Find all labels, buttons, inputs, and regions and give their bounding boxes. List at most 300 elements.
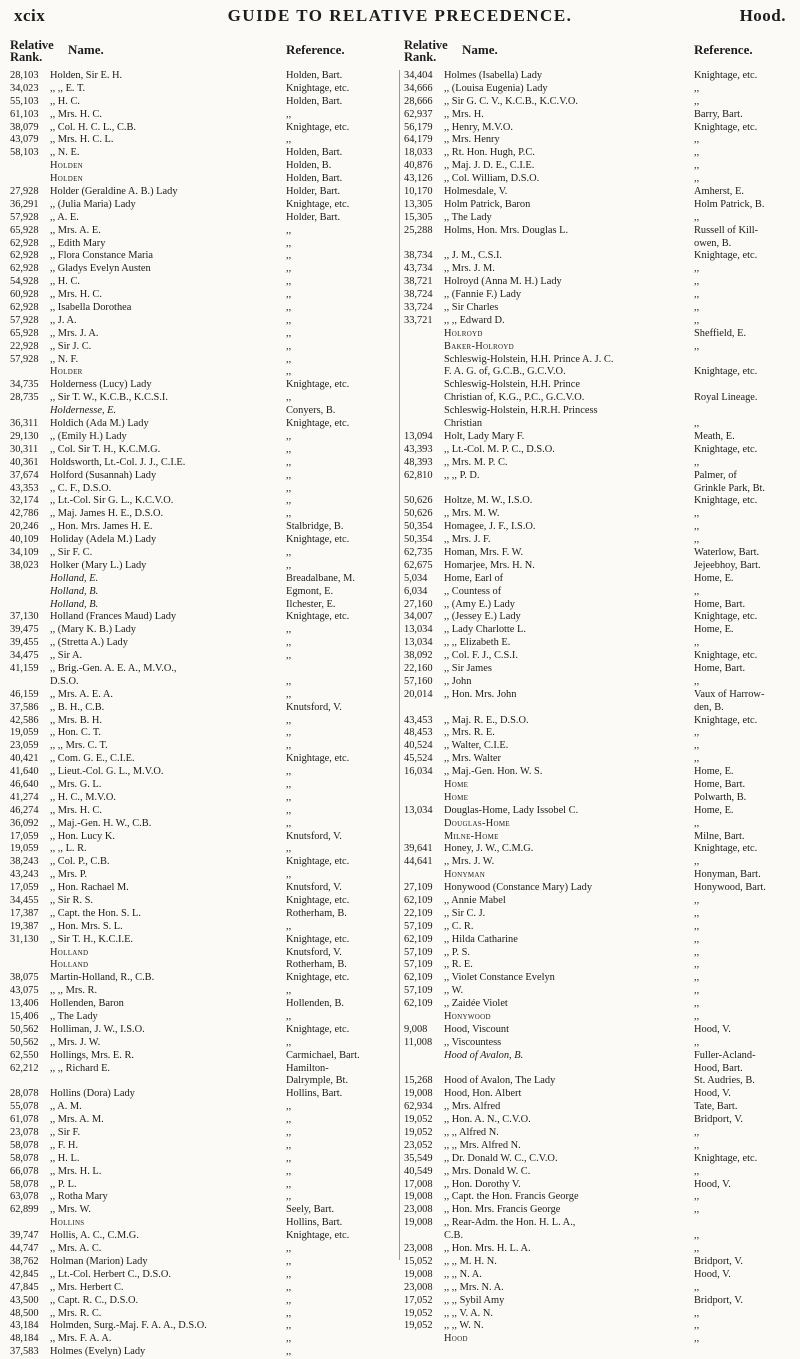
entry-rank: 62,928 (10, 263, 39, 275)
entry-reference: ,, (286, 392, 292, 404)
entry-name: Schleswig-Holstein, H.R.H. Princess (444, 405, 598, 417)
entry-reference: ,, (286, 766, 292, 778)
entry-reference: Knutsford, V. (286, 830, 342, 842)
entry-reference: Hollins, Bart. (286, 1217, 343, 1229)
entry-row (404, 199, 792, 212)
entry-row (404, 83, 792, 96)
entry-row (404, 1140, 792, 1153)
entry-reference: ,, (286, 985, 292, 997)
entry-rank: 40,109 (10, 534, 39, 546)
entry-row (10, 753, 394, 766)
entry-row (10, 831, 394, 844)
entry-reference: ,, (694, 933, 700, 945)
entry-rank: 33,724 (404, 302, 433, 314)
entry-row (10, 1191, 394, 1204)
entry-rank: 50,354 (404, 521, 433, 533)
entry-name: ,, H. C. (50, 95, 81, 107)
entry-name: ,, Viscountess (444, 1036, 502, 1048)
entry-reference: ,, (694, 740, 700, 752)
entry-reference: Knightage, etc. (694, 366, 758, 378)
entry-name: Schleswig-Holstein, H.H. Prince A. J. C. (444, 353, 614, 365)
entry-row (10, 766, 394, 779)
entry-row (404, 495, 792, 508)
entry-reference: Hamilton- (286, 1062, 329, 1074)
entry-name: ,, (Julia Maria) Lady (50, 198, 136, 210)
entry-reference: Knightage, etc. (694, 650, 758, 662)
entry-name: ,, R. E. (444, 959, 473, 971)
entry-name: Hood, Hon. Albert (444, 1088, 522, 1100)
entry-reference: ,, (286, 727, 292, 739)
entry-name: ,, Mrs. Walter (444, 753, 501, 765)
entry-rank: 19,008 (404, 1217, 433, 1229)
entry-row (404, 1256, 792, 1269)
entry-reference: Dalrymple, Bt. (286, 1075, 349, 1087)
entry-rank: 25,288 (404, 224, 433, 236)
entry-reference: Bridport, V. (694, 1114, 743, 1126)
entry-reference: Knightage, etc. (694, 495, 758, 507)
entry-row (404, 1075, 792, 1088)
entry-reference: Knutsford, V. (286, 701, 342, 713)
entry-row (404, 457, 792, 470)
entry-name: ,, Col. P., C.B. (50, 856, 110, 868)
entry-reference: ,, (286, 1346, 292, 1358)
entry-name: ,, Mrs. M. W. (444, 508, 500, 520)
entry-row (404, 1101, 792, 1114)
entry-row (10, 650, 394, 663)
entry-row (10, 779, 394, 792)
entry-reference: ,, (694, 675, 700, 687)
entry-row (10, 843, 394, 856)
entry-row (10, 1011, 394, 1024)
entry-reference: Knightage, etc. (286, 933, 350, 945)
entry-name: Holliman, J. W., I.S.O. (50, 1023, 145, 1035)
entry-row (404, 624, 792, 637)
entry-name: ,, Capt. the Hon. S. L. (50, 907, 141, 919)
entry-row (10, 1101, 394, 1114)
entry-reference: ,, (286, 366, 292, 378)
entry-reference: Home, E. (694, 766, 734, 778)
entry-rank: 62,212 (10, 1062, 39, 1074)
entry-row (404, 431, 792, 444)
entry-name: ,, Maj. James H. E., D.S.O. (50, 508, 164, 520)
entry-rank: 60,928 (10, 289, 39, 301)
entry-reference: Holden, Bart. (286, 95, 343, 107)
entry-name: Holms, Hon. Mrs. Douglas L. (444, 224, 569, 236)
entry-row (10, 405, 394, 418)
entry-rank: 48,500 (10, 1307, 39, 1319)
entry-name: ,, Lieut.-Col. G. L., M.V.O. (50, 766, 164, 778)
entry-reference: Holder, Bart. (286, 186, 341, 198)
entry-rank: 23,008 (404, 1281, 433, 1293)
entry-rank: 40,421 (10, 753, 39, 765)
entry-rank: 40,361 (10, 456, 39, 468)
entry-name: Holman (Marion) Lady (50, 1255, 148, 1267)
entry-reference: Knightage, etc. (286, 611, 350, 623)
entry-name: ,, (Mary K. B.) Lady (50, 624, 136, 636)
entry-row (404, 147, 792, 160)
entry-rank: 65,928 (10, 327, 39, 339)
entry-reference: Milne, Bart. (694, 830, 745, 842)
entry-row (10, 882, 394, 895)
entry-reference: Barry, Bart. (694, 108, 743, 120)
entry-name: ,, Mrs. J. A. (50, 327, 99, 339)
entry-reference: ,, (286, 688, 292, 700)
entry-name: ,, F. H. (50, 1139, 79, 1151)
entry-reference: ,, (286, 495, 292, 507)
entry-reference: Home, E. (694, 572, 734, 584)
entry-row (10, 341, 394, 354)
entry-row (10, 1217, 394, 1230)
entry-row (10, 495, 394, 508)
entry-reference: ,, (286, 1255, 292, 1267)
entry-rank: 62,109 (404, 972, 433, 984)
entry-rank: 19,052 (404, 1320, 433, 1332)
entry-name: ,, W. (444, 985, 464, 997)
entry-reference: ,, (694, 160, 700, 172)
entry-reference: ,, (694, 585, 700, 597)
entry-row (10, 702, 394, 715)
entry-rank: 43,075 (10, 985, 39, 997)
entry-reference: Hood, V. (694, 1088, 731, 1100)
entry-reference: ,, (694, 920, 700, 932)
entry-reference: ,, (286, 1281, 292, 1293)
entry-rank: 36,092 (10, 817, 39, 829)
entry-rank: 29,130 (10, 430, 39, 442)
entry-reference: ,, (694, 508, 700, 520)
entry-row (10, 921, 394, 934)
entry-name: ,, A. E. (50, 211, 79, 223)
entry-rank: 35,549 (404, 1152, 433, 1164)
entry-row (10, 263, 394, 276)
entry-name: Holden (50, 173, 84, 185)
entry-row (10, 199, 394, 212)
entry-reference: ,, (694, 998, 700, 1010)
entry-rank: 19,052 (404, 1307, 433, 1319)
entry-rank: 33,721 (404, 314, 433, 326)
entry-reference: ,, (694, 211, 700, 223)
entry-name: ,, Sir C. J. (444, 907, 486, 919)
entry-reference: ,, (286, 714, 292, 726)
entry-name: ,, ,, Richard E. (50, 1062, 111, 1074)
entry-rank: 36,311 (10, 418, 39, 430)
entry-row (404, 418, 792, 431)
entry-row (404, 1153, 792, 1166)
entry-rank: 19,387 (10, 920, 39, 932)
entry-row (404, 289, 792, 302)
entry-rank: 43,353 (10, 482, 39, 494)
entry-rank: 22,160 (404, 662, 433, 674)
entry-rank: 38,724 (404, 289, 433, 301)
entry-rank: 19,052 (404, 1127, 433, 1139)
entry-rank: 43,734 (404, 263, 433, 275)
entry-row (404, 985, 792, 998)
entry-reference: Knightage, etc. (694, 70, 758, 81)
entry-reference: ,, (286, 353, 292, 365)
entry-row (404, 547, 792, 560)
entry-row (404, 1179, 792, 1192)
entry-row (10, 1179, 394, 1192)
entry-reference: Bridport, V. (694, 1255, 743, 1267)
reference-header: Reference. (286, 42, 345, 57)
entry-row (404, 96, 792, 109)
entry-row (10, 934, 394, 947)
entry-rank: 61,103 (10, 108, 39, 120)
entry-row (404, 1204, 792, 1217)
entry-row (10, 109, 394, 122)
entry-reference: Knightage, etc. (286, 856, 350, 868)
entry-reference: Honyman, Bart. (694, 869, 761, 881)
entry-row (404, 637, 792, 650)
entry-name: ,, Hon. Mrs. Francis George (444, 1204, 561, 1216)
entry-name: ,, Lt.-Col. Herbert C., D.S.O. (50, 1268, 171, 1280)
entry-name: ,, N. F. (50, 353, 79, 365)
entry-rank: 15,268 (404, 1075, 433, 1087)
entry-row (404, 341, 792, 354)
entry-name: ,, Mrs. H. L. (50, 1165, 102, 1177)
entry-name: ,, H. L. (50, 1152, 80, 1164)
entry-row (10, 379, 394, 392)
entry-row (10, 560, 394, 573)
entry-reference: Knightage, etc. (286, 753, 350, 765)
entry-row (10, 122, 394, 135)
entry-rank: 40,524 (404, 740, 433, 752)
entry-name: Hollenden, Baron (50, 998, 124, 1010)
entry-reference: Knightage, etc. (694, 611, 758, 623)
entry-reference: ,, (286, 624, 292, 636)
entry-reference: ,, (286, 250, 292, 262)
entry-row (404, 818, 792, 831)
entry-name: ,, Lady Charlotte L. (444, 624, 526, 636)
entry-rank: 39,747 (10, 1230, 39, 1242)
entry-reference: ,, (286, 302, 292, 314)
entry-reference: Hood, V. (694, 1023, 731, 1035)
entry-rank: 13,406 (10, 998, 39, 1010)
entry-name: ,, Col. Sir T. H., K.C.M.G. (50, 443, 161, 455)
entry-name: ,, N. E. (50, 147, 80, 159)
entry-reference: ,, (286, 1243, 292, 1255)
entry-reference: ,, (694, 1281, 700, 1293)
entry-row (404, 276, 792, 289)
entry-reference: ,, (694, 1011, 700, 1023)
entry-rank: 34,455 (10, 895, 39, 906)
entry-rank: 43,393 (404, 443, 433, 455)
entry-name: ,, Mrs. J. W. (50, 1036, 101, 1048)
entry-reference: Home, E. (694, 624, 734, 636)
entry-row (404, 1217, 792, 1230)
entry-row (404, 753, 792, 766)
entry-reference: ,, (694, 456, 700, 468)
reference-header: Reference. (694, 42, 753, 57)
entry-name: Holt, Lady Mary F. (444, 430, 525, 442)
entry-row (10, 1256, 394, 1269)
entry-reference: ,, (694, 946, 700, 958)
entry-name: ,, Sir T. H., K.C.I.E. (50, 933, 134, 945)
entry-rank: 39,455 (10, 637, 39, 649)
entry-rank: 56,179 (404, 121, 433, 133)
entry-rank: 38,734 (404, 250, 433, 262)
entry-rank: 28,735 (10, 392, 39, 404)
entry-name: ,, Mrs. R. C. (50, 1307, 102, 1319)
entry-name: Holdich (Ada M.) Lady (50, 418, 149, 430)
entry-row (404, 444, 792, 457)
entry-reference: ,, (694, 727, 700, 739)
entry-name: Holland (50, 959, 89, 971)
entry-row (10, 147, 394, 160)
entry-reference: ,, (694, 340, 700, 352)
entry-row (10, 83, 394, 96)
entry-row (404, 225, 792, 238)
entry-rank: 61,078 (10, 1114, 39, 1126)
entry-row (404, 1063, 792, 1076)
entry-row (404, 895, 792, 908)
entry-reference: Royal Lineage. (694, 392, 758, 404)
entry-reference: Ilchester, E. (286, 598, 336, 610)
entry-name: ,, Mrs. B. H. (50, 714, 102, 726)
entry-reference: ,, (286, 508, 292, 520)
entry-row (10, 225, 394, 238)
entry-name: ,, Mrs. P. (50, 869, 87, 881)
entry-rank: 23,008 (404, 1204, 433, 1216)
entry-name: Honywood (444, 1011, 491, 1023)
entry-reference: Holden, Bart. (286, 173, 343, 185)
entry-row (404, 534, 792, 547)
entry-name: ,, Hon. Mrs. H. L. A. (444, 1243, 531, 1255)
entry-row (10, 1063, 394, 1076)
entry-name: ,, C. R. (444, 920, 474, 932)
entry-rank: 50,626 (404, 495, 433, 507)
entry-rank: 57,109 (404, 985, 433, 997)
entry-reference: Hollins, Bart. (286, 1088, 343, 1100)
entry-name: ,, ,, Mrs. N. A. (444, 1281, 504, 1293)
entry-name: Homan, Mrs. F. W. (444, 546, 524, 558)
entry-row (10, 959, 394, 972)
entry-rank: 62,735 (404, 546, 433, 558)
entry-reference: ,, (286, 340, 292, 352)
entry-reference: ,, (286, 1114, 292, 1126)
entry-row (404, 1308, 792, 1321)
entry-name: Homarjee, Mrs. H. N. (444, 559, 535, 571)
entry-name: ,, Sir Charles (444, 302, 499, 314)
entry-name: ,, (Louisa Eugenia) Lady (444, 82, 548, 94)
entry-name: ,, A. M. (50, 1101, 82, 1113)
entry-rank: 34,109 (10, 546, 39, 558)
entry-rank: 41,159 (10, 662, 39, 674)
entry-name: ,, ,, E. T. (50, 82, 86, 94)
entry-name: ,, Zaidée Violet (444, 998, 508, 1010)
entry-reference: ,, (694, 1191, 700, 1203)
entry-rank: 42,845 (10, 1268, 39, 1280)
entry-reference: ,, (286, 443, 292, 455)
entry-rank: 19,059 (10, 727, 39, 739)
entry-row (404, 702, 792, 715)
entry-name: ,, The Lady (444, 211, 492, 223)
entry-name: ,, ,, Edward D. (444, 314, 505, 326)
entry-reference: ,, (286, 1036, 292, 1048)
entry-name: ,, Mrs. H. C. (50, 804, 102, 816)
entry-rank: 41,274 (10, 791, 39, 803)
entry-row (404, 521, 792, 534)
entry-row (404, 908, 792, 921)
entry-name: ,, Mrs. G. L. (50, 778, 102, 790)
entry-name: Holden, Sir E. H. (50, 70, 123, 81)
entry-row (10, 70, 394, 83)
entry-row (404, 959, 792, 972)
left-entry-list (10, 70, 394, 1359)
entry-reference: Breadalbane, M. (286, 572, 355, 584)
entry-name: ,, Countess of (444, 585, 502, 597)
entry-name: ,, Mrs. W. (50, 1204, 91, 1216)
entry-reference: Knightage, etc. (286, 1023, 350, 1035)
entry-name: Holder (50, 366, 83, 378)
entry-reference: Meath, E. (694, 430, 735, 442)
entry-reference: ,, (694, 1036, 700, 1048)
entry-name: ,, Col. H. C. L., C.B. (50, 121, 137, 133)
entry-row (10, 972, 394, 985)
entry-rank: 39,641 (404, 843, 433, 855)
entry-rank: 19,052 (404, 1114, 433, 1126)
entry-row (10, 1153, 394, 1166)
entry-row (404, 1333, 792, 1346)
entry-name: Holford (Susannah) Lady (50, 469, 157, 481)
entry-rank: 38,243 (10, 856, 39, 868)
entry-rank: 47,845 (10, 1281, 39, 1293)
entry-row (10, 238, 394, 251)
entry-reference: ,, (694, 147, 700, 159)
entry-row (10, 1024, 394, 1037)
entry-name: ,, J. M., C.S.I. (444, 250, 503, 262)
entry-reference: ,, (694, 817, 700, 829)
entry-reference: Vaux of Harrow- (694, 688, 765, 700)
entry-reference: Fuller-Acland- (694, 1049, 756, 1061)
left-column (10, 38, 394, 1359)
entry-name: Holland (Frances Maud) Lady (50, 611, 177, 623)
entry-rank: 40,876 (404, 160, 433, 172)
entry-name: ,, ,, W. N. (444, 1320, 484, 1332)
entry-rank: 62,675 (404, 559, 433, 571)
entry-reference: ,, (286, 1139, 292, 1151)
entry-reference: Knightage, etc. (286, 1230, 350, 1242)
entry-row (404, 882, 792, 895)
entry-name: ,, Edith Mary (50, 237, 106, 249)
entry-rank: 20,246 (10, 521, 39, 533)
entry-reference: ,, (286, 740, 292, 752)
entry-row (404, 366, 792, 379)
entry-name: Schleswig-Holstein, H.H. Prince (444, 379, 580, 391)
entry-name: D.S.O. (50, 675, 79, 687)
entry-reference: ,, (694, 521, 700, 533)
entry-row (10, 998, 394, 1011)
entry-reference: Hood, V. (694, 1268, 731, 1280)
entry-reference: Bridport, V. (694, 1294, 743, 1306)
entry-row (404, 650, 792, 663)
entry-reference: Seely, Bart. (286, 1204, 335, 1216)
entry-reference: Palmer, of (694, 469, 737, 481)
entry-reference: Hood, V. (694, 1178, 731, 1190)
entry-row (10, 1295, 394, 1308)
entry-rank: 55,078 (10, 1101, 39, 1113)
entry-reference: ,, (286, 1152, 292, 1164)
entry-name: ,, (Emily H.) Lady (50, 430, 127, 442)
entry-rank: 19,059 (10, 843, 39, 855)
entry-reference: Holden, Bart. (286, 147, 343, 159)
entry-reference: ,, (286, 1307, 292, 1319)
entry-name: ,, Hon. Mrs. James H. E. (50, 521, 153, 533)
entry-reference: Amherst, E. (694, 186, 744, 198)
entry-name: ,, ,, Mrs. R. (50, 985, 98, 997)
entry-name: ,, C. F., D.S.O. (50, 482, 112, 494)
entry-reference: ,, (286, 314, 292, 326)
entry-rank: 50,354 (404, 534, 433, 546)
